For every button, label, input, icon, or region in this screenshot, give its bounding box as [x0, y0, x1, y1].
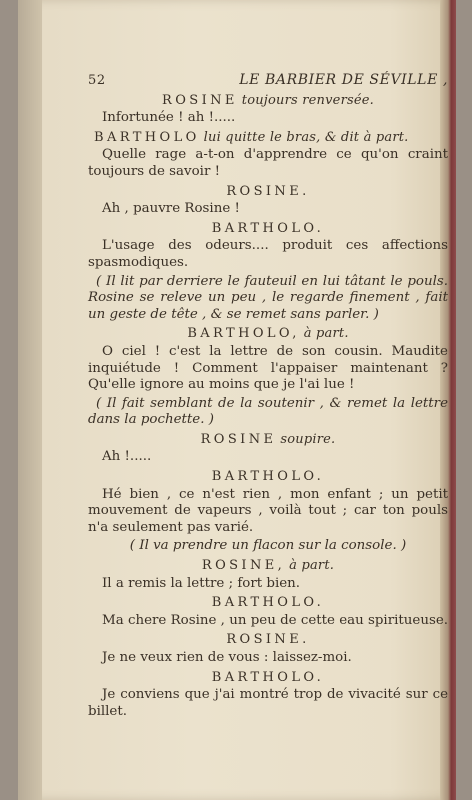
speech-text: Il a remis la lettre ; fort bien. [102, 575, 301, 591]
speaker-heading [88, 93, 448, 110]
speaker-heading [88, 130, 448, 147]
stage-direction-inline: à part. [289, 558, 335, 574]
speaker-heading [88, 184, 448, 201]
running-header [88, 72, 448, 90]
book-page [18, 0, 456, 800]
running-title: LE BARBIER DE SÉVILLE , [239, 72, 448, 88]
speaker-heading [88, 595, 448, 612]
page-text [88, 72, 448, 720]
stage-direction-inline: lui quitte le bras, & dit à part. [203, 129, 409, 145]
speaker-name: ROSINE. [226, 632, 310, 648]
stage-direction: ( Il lit par derriere le fauteuil en lui tâtant le pouls. Rosine se releve un peu , le regarde finement , fait un geste de tête , & se remet sans parler. ) [88, 273, 448, 322]
speaker-name: BARTHOLO, [187, 326, 300, 342]
speech-text: O ciel ! c'est la lettre de son cousin. Maudite inquiétude ! Comment l'appaiser maintenant ? Qu'elle ignore au moins que je l'ai lue ! [88, 343, 448, 393]
speech-text: Ma chere Rosine , un peu de cette eau spiritueuse. [102, 612, 449, 628]
page-gutter [18, 0, 42, 800]
speaker-name: BARTHOLO. [211, 595, 325, 611]
speech-text: Hé bien , ce n'est rien , mon enfant ; un petit mouvement de vapeurs , voilà tout ; car ton pouls n'a seulement pas varié. [88, 486, 448, 535]
speaker-name: ROSINE [162, 92, 238, 108]
stage-direction-inline: soupire. [280, 431, 336, 447]
speech-text: L'usage des odeurs.... produit ces affections spasmodiques. [88, 238, 448, 270]
speaker-name: ROSINE. [226, 183, 310, 199]
speaker-heading [88, 469, 448, 486]
stage-direction-inline: à part. [303, 326, 349, 342]
speech-text: Je conviens que j'ai montré trop de vivacité sur ce billet. [88, 687, 448, 719]
speech-text: Infortunée ! ah !..... [102, 110, 236, 126]
speaker-heading [88, 558, 448, 575]
speech-text: Ah !..... [102, 449, 152, 465]
speaker-name: ROSINE, [201, 558, 286, 574]
speaker-heading [88, 670, 448, 687]
speaker-heading [88, 221, 448, 238]
speaker-name: BARTHOLO. [211, 469, 325, 485]
play-text [88, 93, 448, 721]
speaker-name: BARTHOLO [94, 129, 200, 145]
speech-text: Quelle rage a-t-on d'apprendre ce qu'on craint toujours de savoir ! [88, 147, 448, 179]
speech-text: Je ne veux rien de vous : laissez-moi. [102, 650, 352, 665]
stage-direction: ( Il fait semblant de la soutenir , & remet la lettre dans la pochette. ) [88, 395, 448, 428]
speaker-heading [88, 632, 448, 649]
stage-direction: ( Il va prendre un flacon sur la console. ) [129, 538, 407, 554]
stage-direction-inline: toujours renversée. [241, 92, 374, 108]
page-number: 52 [88, 73, 106, 88]
speaker-name: BARTHOLO. [211, 220, 325, 236]
speaker-name: ROSINE [200, 431, 277, 447]
speaker-name: BARTHOLO. [211, 669, 325, 685]
speech-text: Ah , pauvre Rosine ! [102, 201, 240, 217]
speaker-heading [88, 432, 448, 449]
speaker-heading [88, 326, 448, 343]
